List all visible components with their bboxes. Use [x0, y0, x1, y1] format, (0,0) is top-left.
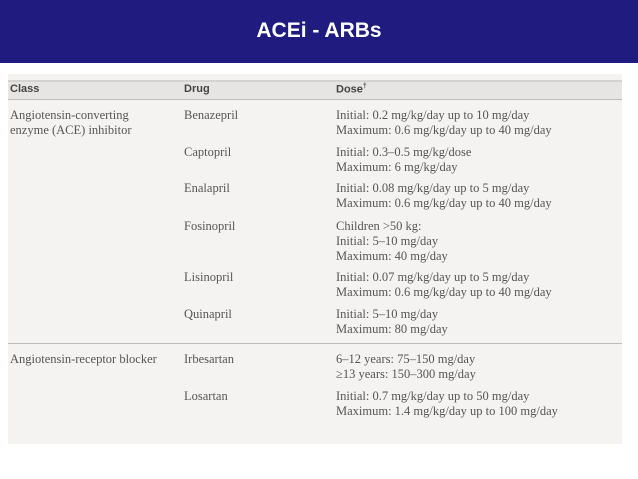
group-divider — [8, 343, 622, 344]
dosing-table — [8, 74, 622, 444]
header-class: Class — [10, 83, 40, 95]
dose-line: Maximum: 0.6 mg/kg/day up to 40 mg/day — [336, 123, 552, 137]
dose-line: Maximum: 1.4 mg/kg/day up to 100 mg/day — [336, 404, 558, 418]
dose-line: 6–12 years: 75–150 mg/day — [336, 352, 476, 366]
dose-cell — [336, 108, 552, 138]
class-cell-ace — [10, 108, 132, 138]
dose-line: Maximum: 80 mg/day — [336, 322, 448, 336]
dose-cell — [336, 145, 471, 175]
header-dose-label: Dose — [336, 83, 363, 96]
dose-cell — [336, 219, 448, 264]
header-dose-footnote-mark: † — [362, 83, 367, 90]
dose-line: Maximum: 40 mg/day — [336, 249, 448, 263]
dose-cell — [336, 352, 476, 382]
drug-name: Irbesartan — [184, 352, 234, 366]
drug-name: Benazepril — [184, 108, 239, 122]
dose-line: Initial: 5–10 mg/day — [336, 234, 439, 248]
dose-cell — [336, 389, 558, 419]
table-header-bar — [8, 80, 622, 100]
dose-line: Initial: 0.3–0.5 mg/kg/dose — [336, 145, 472, 159]
slide-title: ACEi - ARBs — [256, 19, 382, 42]
header-drug: Drug — [184, 83, 210, 95]
dose-line: Initial: 0.08 mg/kg/day up to 5 mg/day — [336, 181, 530, 195]
drug-name: Losartan — [184, 389, 228, 403]
dose-line: Initial: 0.7 mg/kg/day up to 50 mg/day — [336, 389, 530, 403]
class-line: Angiotensin-converting — [10, 108, 129, 122]
class-cell-arb — [10, 352, 157, 367]
drug-name: Captopril — [184, 145, 232, 159]
title-bar — [0, 0, 638, 63]
dose-cell — [336, 270, 552, 300]
drug-name: Lisinopril — [184, 270, 234, 284]
dose-line: Maximum: 6 mg/kg/day — [336, 160, 458, 174]
dose-cell — [336, 307, 448, 337]
dose-line: Initial: 0.07 mg/kg/day up to 5 mg/day — [336, 270, 530, 284]
class-line: enzyme (ACE) inhibitor — [10, 123, 132, 137]
dose-line: Children >50 kg: — [336, 219, 422, 233]
drug-name: Fosinopril — [184, 219, 236, 233]
dose-line: Initial: 0.2 mg/kg/day up to 10 mg/day — [336, 108, 530, 122]
class-line: Angiotensin-receptor blocker — [10, 352, 157, 366]
drug-name: Enalapril — [184, 181, 230, 195]
dose-line: ≥13 years: 150–300 mg/day — [336, 367, 476, 381]
header-dose — [336, 83, 367, 96]
dose-line: Initial: 5–10 mg/day — [336, 307, 439, 321]
dose-cell — [336, 181, 552, 211]
dose-line: Maximum: 0.6 mg/kg/day up to 40 mg/day — [336, 196, 552, 210]
drug-name: Quinapril — [184, 307, 232, 321]
dose-line: Maximum: 0.6 mg/kg/day up to 40 mg/day — [336, 285, 552, 299]
